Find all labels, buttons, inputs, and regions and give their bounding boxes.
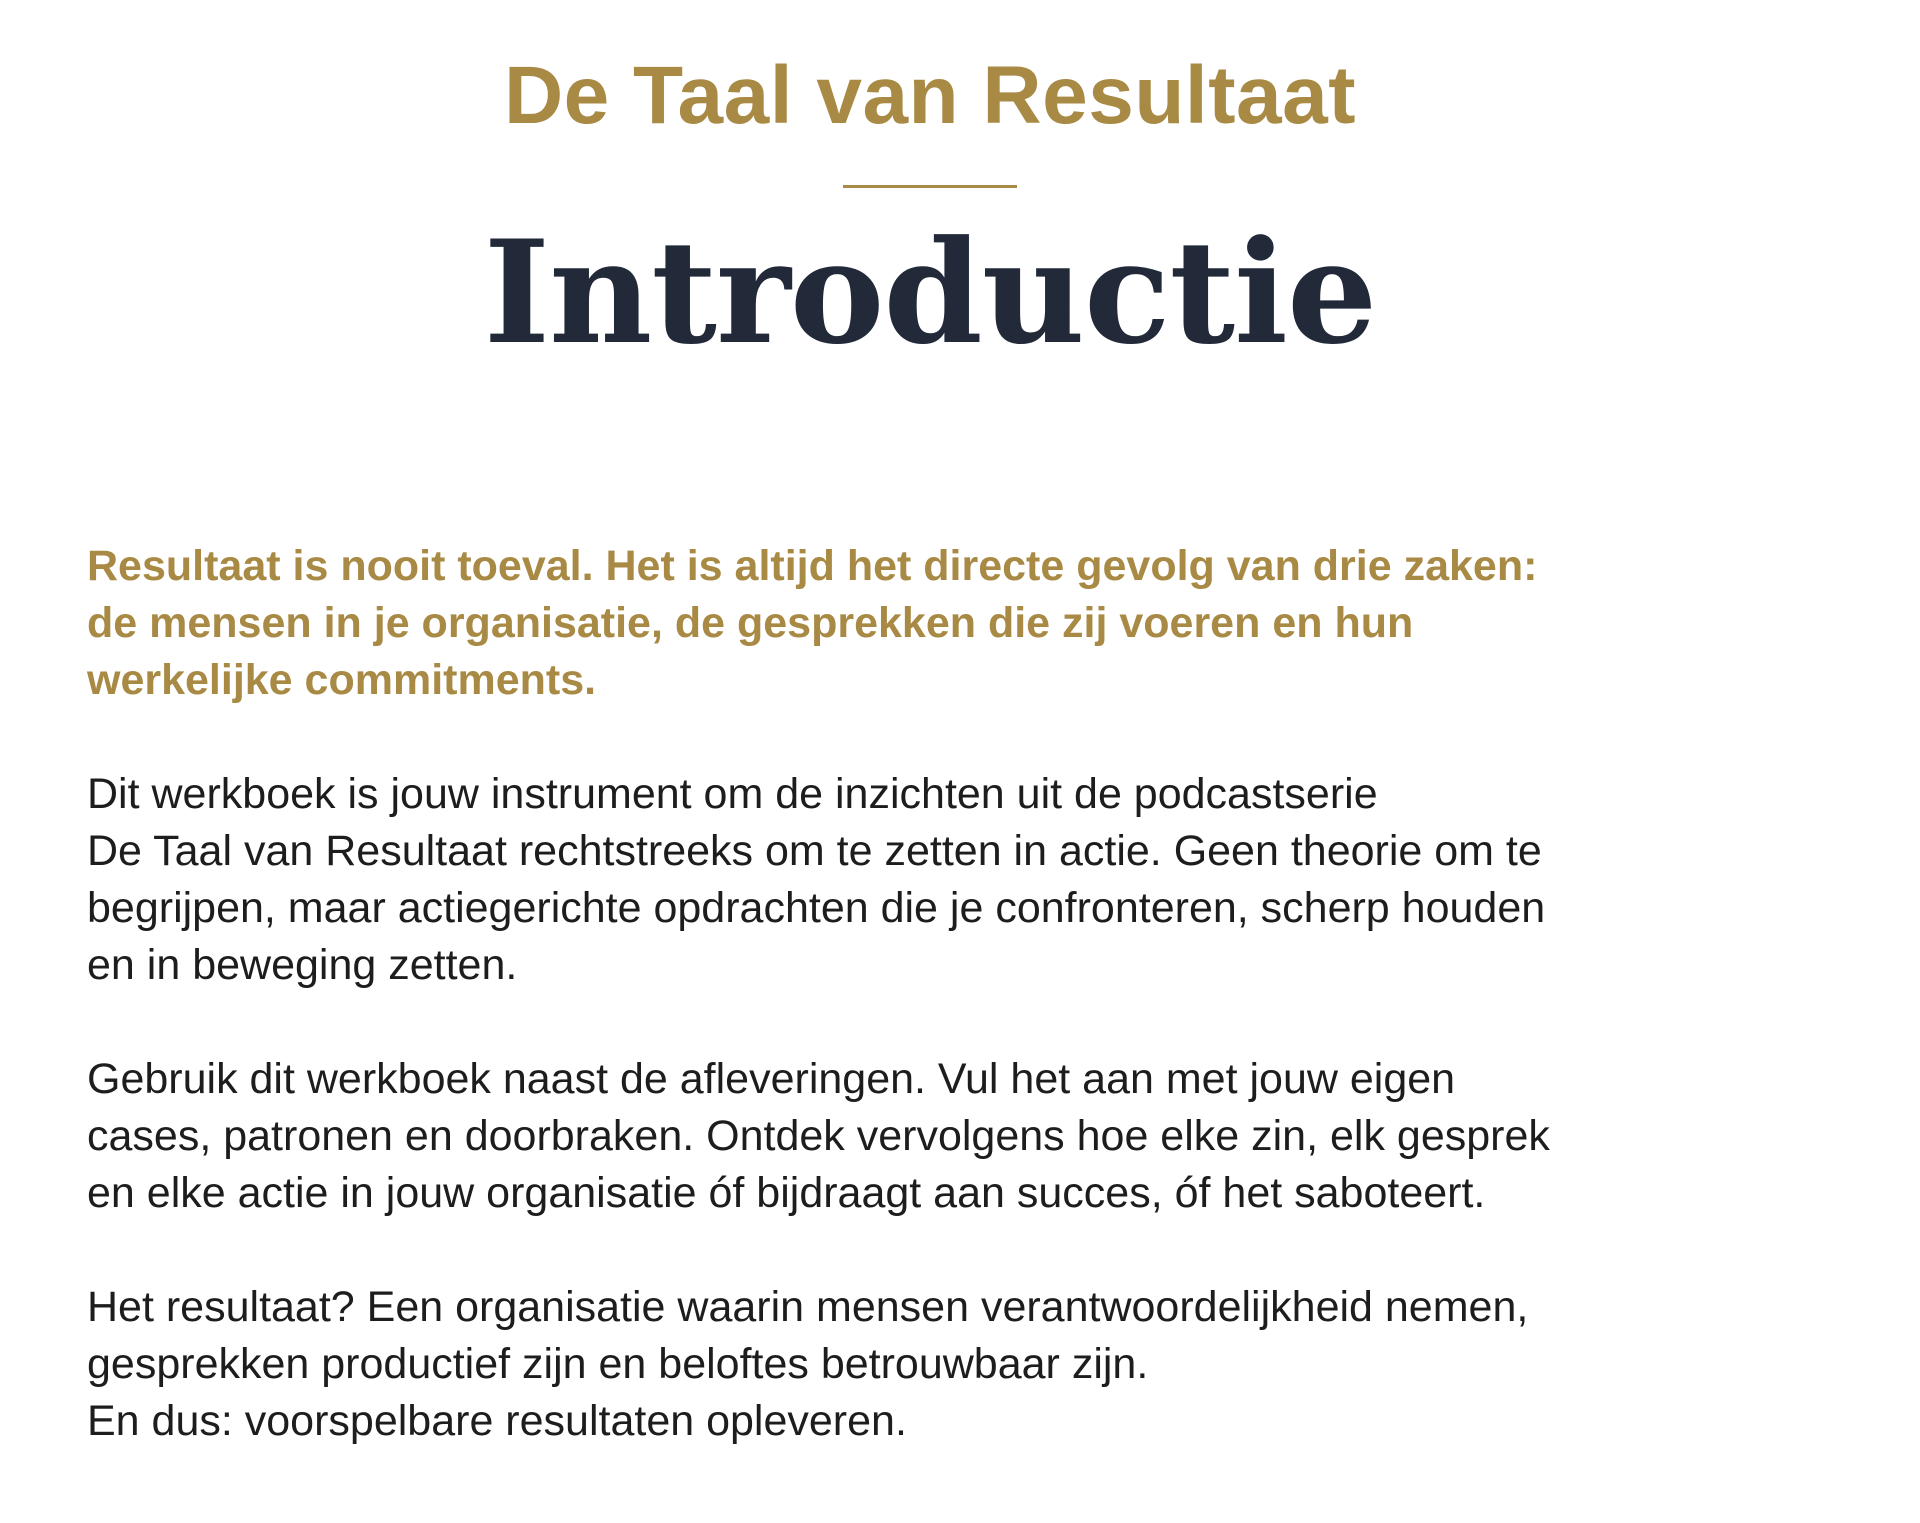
body-paragraph-1 [87,766,1807,994]
lead-paragraph [87,538,1807,709]
paragraph-line: en elke actie in jouw organisatie óf bijdraagt aan succes, óf het saboteert. [87,1169,1486,1217]
lead-line: de mensen in je organisatie, de gesprekken die zij voeren en hun [87,599,1414,647]
lead-line: werkelijke commitments. [87,656,597,704]
title-divider [843,185,1017,188]
paragraph-line: Dit werkboek is jouw instrument om de inzichten uit de podcastserie [87,770,1378,818]
paragraph-line: begrijpen, maar actiegerichte opdrachten die je confronteren, scherp houden [87,884,1546,932]
page-header [0,50,1860,376]
body-paragraph-3 [87,1279,1807,1450]
intro-content [87,538,1807,1450]
paragraph-line: Het resultaat? Een organisatie waarin mensen verantwoordelijkheid nemen, [87,1283,1529,1331]
paragraph-line: Gebruik dit werkboek naast de afleveringen. Vul het aan met jouw eigen [87,1055,1456,1103]
lead-line: Resultaat is nooit toeval. Het is altijd het directe gevolg van drie zaken: [87,542,1538,590]
paragraph-line: De Taal van Resultaat rechtstreeks om te zetten in actie. Geen theorie om te [87,827,1542,875]
paragraph-line: En dus: voorspelbare resultaten opleveren. [87,1397,907,1445]
page-title: Introductie [483,210,1377,376]
paragraph-line: cases, patronen en doorbraken. Ontdek vervolgens hoe elke zin, elk gesprek [87,1112,1550,1160]
paragraph-line: gesprekken productief zijn en beloftes betrouwbaar zijn. [87,1340,1149,1388]
series-title: De Taal van Resultaat [503,50,1357,141]
paragraph-line: en in beweging zetten. [87,941,518,989]
body-paragraph-2 [87,1051,1807,1222]
